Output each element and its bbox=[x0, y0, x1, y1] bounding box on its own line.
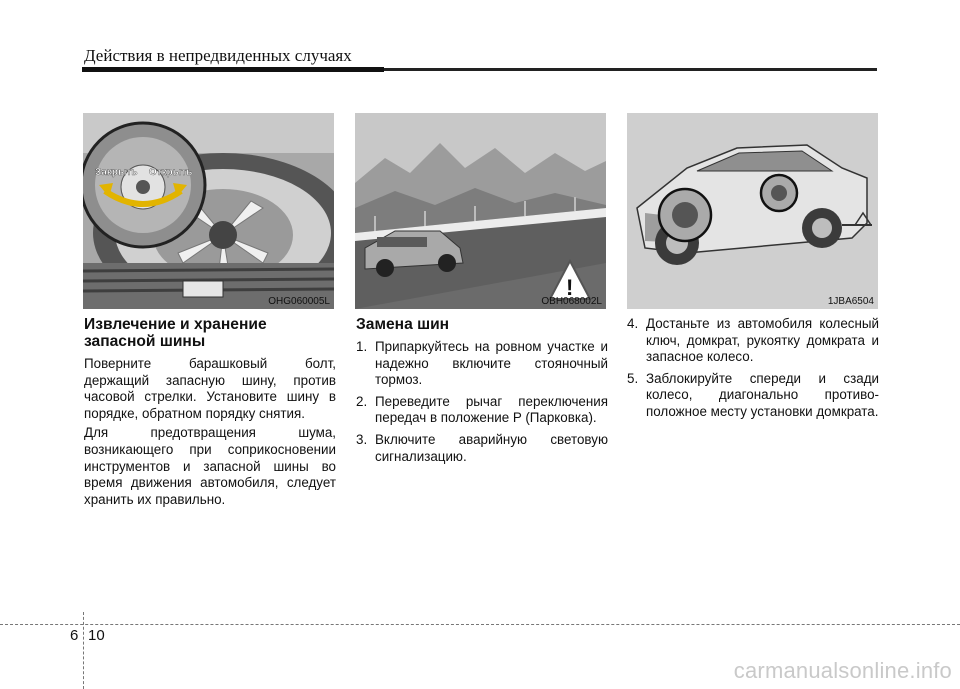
step-number: 3. bbox=[356, 431, 368, 447]
step-number: 4. bbox=[627, 316, 639, 331]
section-tire-change bbox=[356, 316, 608, 470]
car-jack-illustration bbox=[627, 113, 878, 309]
figure-parked-car bbox=[355, 113, 606, 309]
list-item bbox=[356, 339, 608, 389]
paragraph: Для предотвращения шума, возникающего при соприкосновении инструментов и запасной шины во время движения автомобиля, следует хранить их правильно. bbox=[84, 425, 336, 507]
step-number: 2. bbox=[356, 393, 368, 409]
section-header-title: Действия в непредвиденных случаях bbox=[84, 46, 352, 65]
chapter-number: 6 bbox=[70, 627, 79, 644]
list-item bbox=[356, 432, 608, 465]
heading-line-1: Извлечение и хранение bbox=[84, 316, 267, 333]
list-item bbox=[356, 394, 608, 427]
figure-spare-tire bbox=[83, 113, 334, 309]
step-text: Переведите рычаг переключения передач в положение P (Парковка). bbox=[375, 393, 608, 426]
section-tire-change-continued bbox=[627, 316, 879, 426]
list-item bbox=[627, 316, 879, 366]
steps-list bbox=[627, 316, 879, 421]
paragraph: Поверните барашковый болт, держащий запасную шину, против часовой стрелки. Установите шину в порядке, обратном порядку снятия. bbox=[84, 356, 336, 421]
section-heading bbox=[84, 316, 336, 350]
parked-car-illustration bbox=[355, 113, 606, 309]
svg-text:!: ! bbox=[566, 275, 574, 300]
step-text: Припаркуйтесь на ровном участке и надежно включите стояночный тормоз. bbox=[375, 339, 608, 388]
step-number: 5. bbox=[627, 370, 639, 386]
open-label: Открыть bbox=[149, 167, 193, 178]
footer-rule bbox=[0, 624, 960, 625]
watermark: carmanualsonline.info bbox=[733, 658, 952, 683]
section-heading: Замена шин bbox=[356, 316, 450, 333]
step-text: Заблокируйте спереди и сзади колесо, диагонально противо-положное месту установки домкрата. bbox=[646, 370, 879, 419]
steps-list bbox=[356, 339, 608, 465]
footer-divider bbox=[83, 612, 84, 689]
page-number: 10 bbox=[88, 627, 105, 644]
figure-code: OHG060005L bbox=[268, 296, 330, 307]
spare-tire-illustration bbox=[83, 113, 334, 309]
figure-code: OBH068002L bbox=[541, 296, 602, 307]
step-text: Достаньте из автомобиля колесный ключ, домкрат, рукоятку домкрата и запасное колесо. bbox=[646, 316, 879, 365]
figure-code: 1JBA6504 bbox=[827, 296, 874, 307]
list-item bbox=[627, 371, 879, 421]
close-label: Закрыть bbox=[95, 167, 138, 178]
step-number: 1. bbox=[356, 339, 368, 354]
heading-line-2: запасной шины bbox=[84, 333, 206, 350]
section-spare-tire bbox=[84, 316, 336, 511]
step-text: Включите аварийную световую сигнализацию. bbox=[375, 431, 608, 464]
figure-car-jack bbox=[627, 113, 878, 309]
header-rule-accent bbox=[82, 67, 384, 72]
